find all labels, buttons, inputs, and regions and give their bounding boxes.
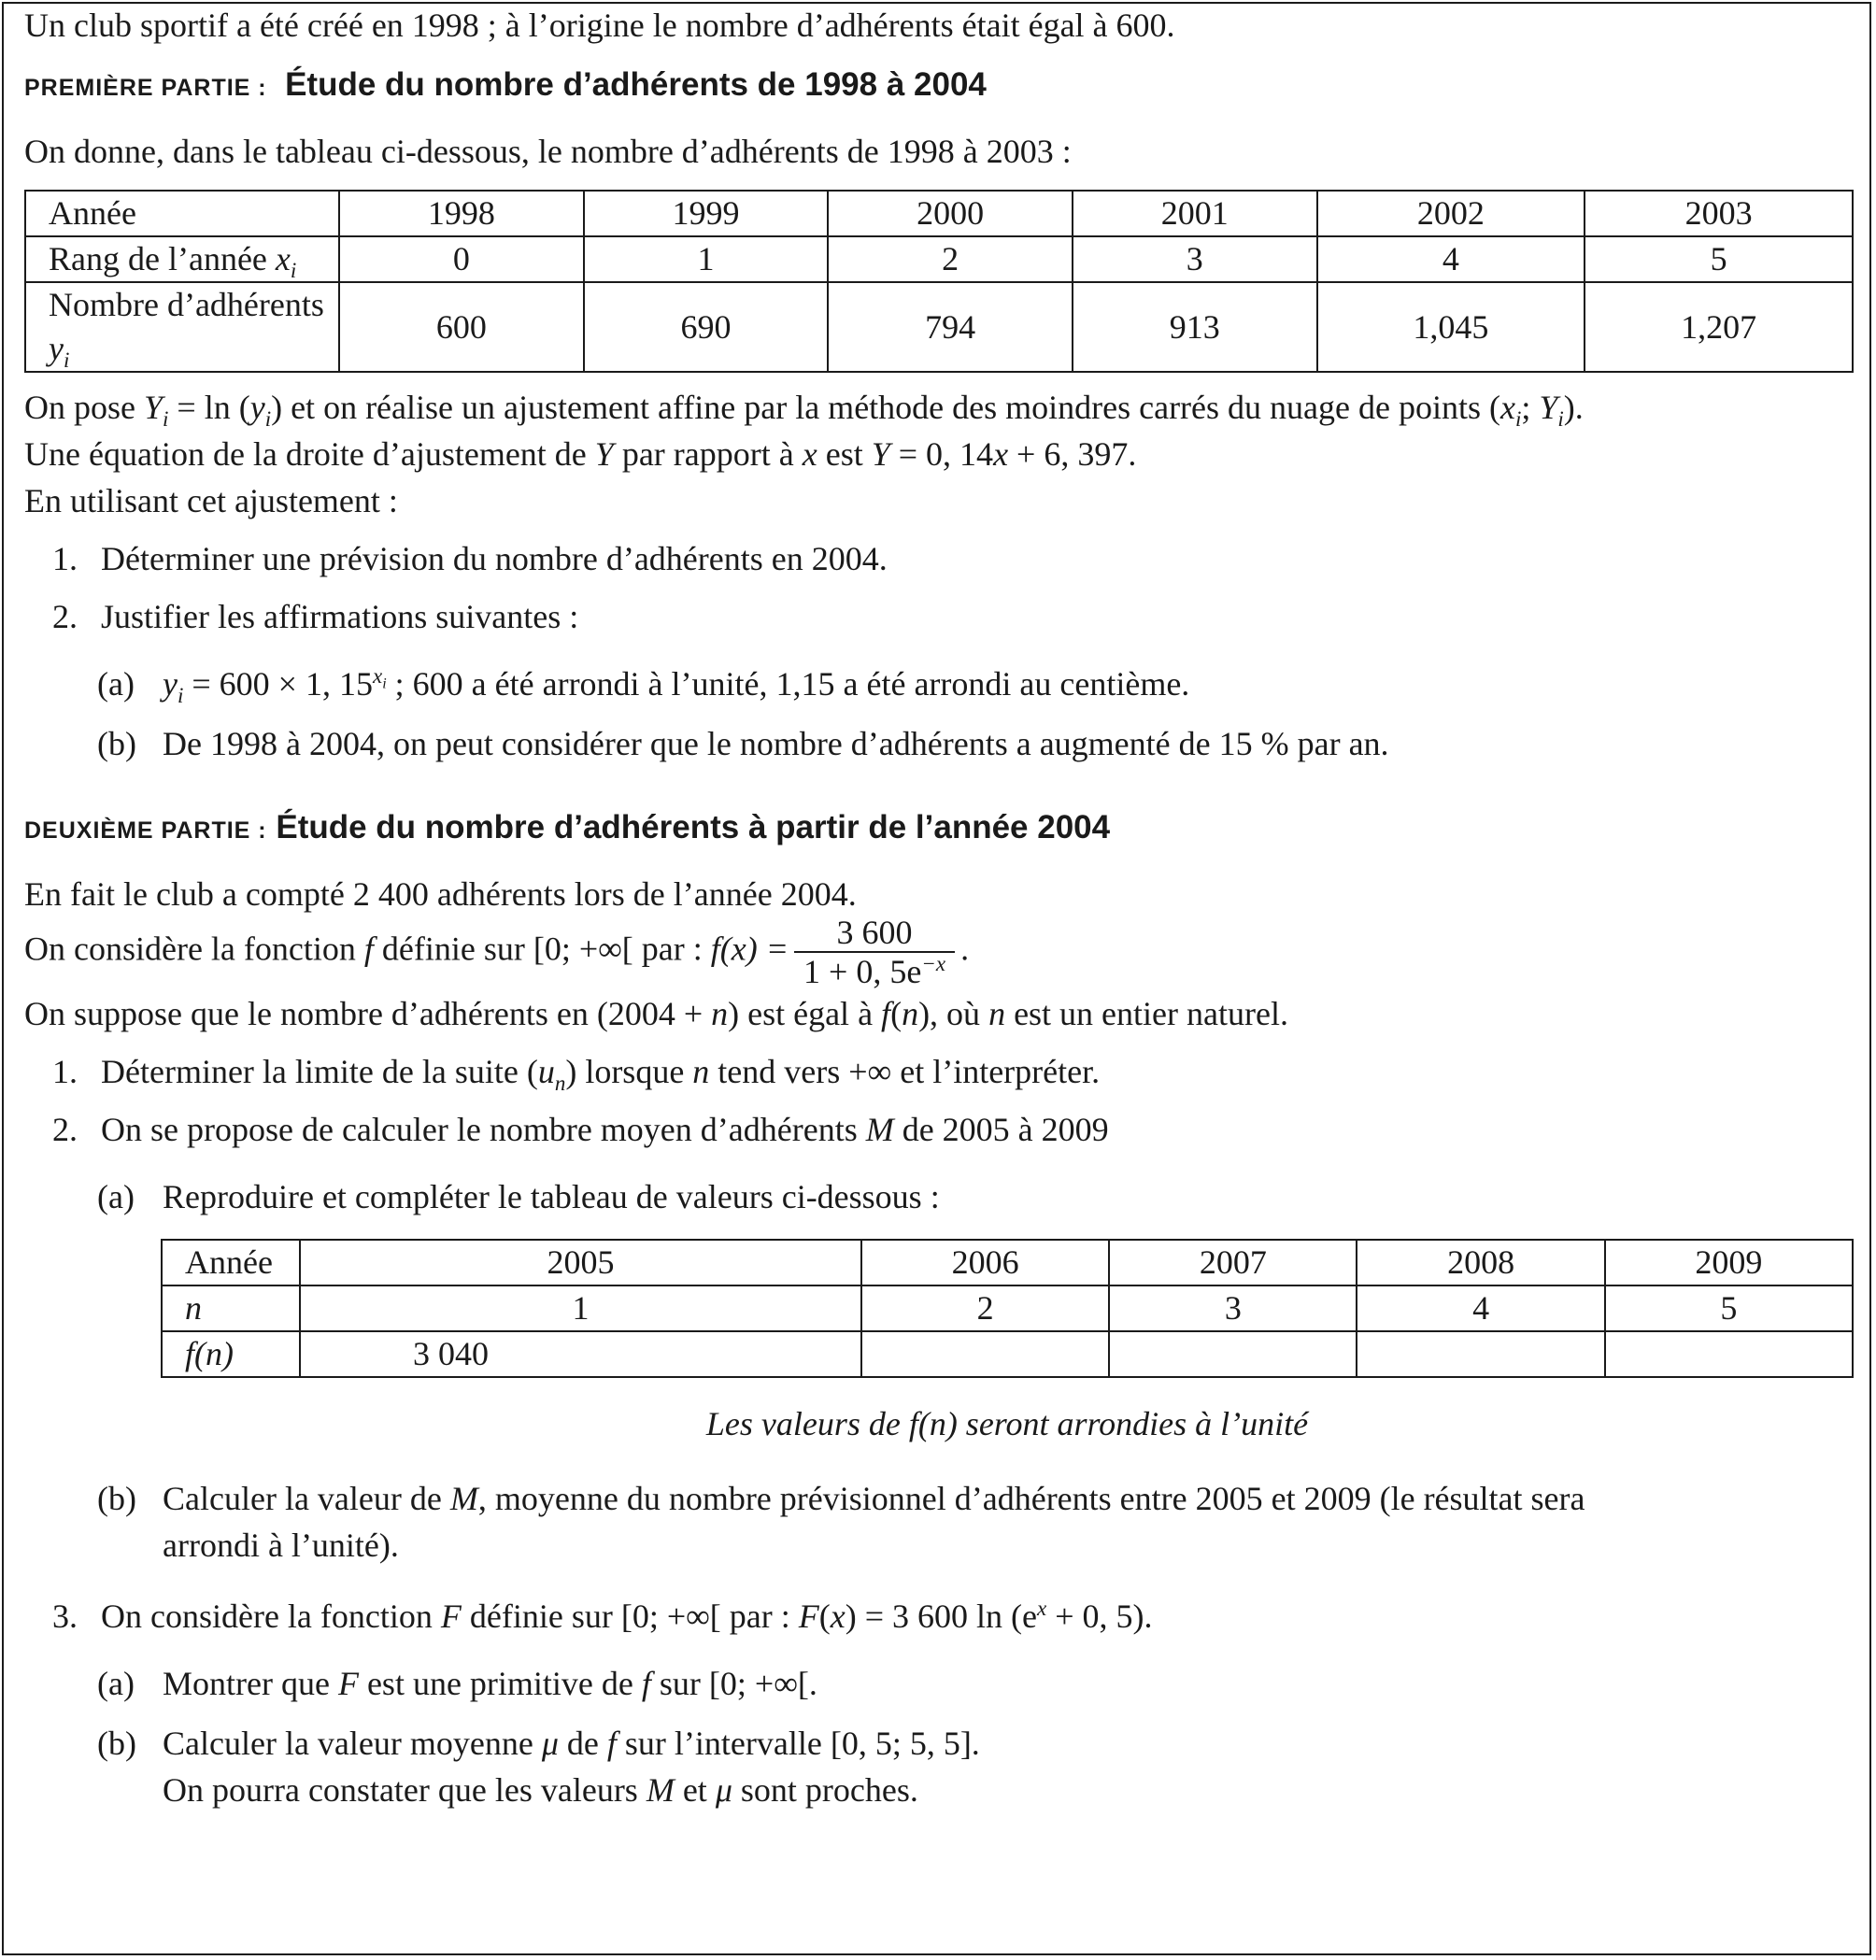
text: définie sur [0; +∞[ par :: [381, 930, 703, 968]
part2-line-1: En fait le club a compté 2 400 adhérents lors de l’année 2004.: [24, 875, 857, 913]
text: = ln (: [177, 389, 250, 426]
text: Calculer la valeur de: [163, 1480, 442, 1517]
part1-title: Étude du nombre d’adhérents de 1998 à 2004: [285, 66, 987, 103]
fraction-denominator: [794, 953, 955, 990]
table-cell: 1: [300, 1285, 861, 1331]
question-number: 3.: [52, 1598, 78, 1635]
part1-heading: [24, 62, 1854, 111]
part1-label: PREMIÈRE PARTIE :: [24, 75, 267, 101]
fraction: [794, 914, 955, 990]
row-label-year: Année: [25, 191, 339, 236]
table-cell: 4: [1357, 1285, 1604, 1331]
table-row: [25, 282, 1853, 372]
table-cell: 2006: [861, 1240, 1109, 1285]
subscript-i: i: [63, 348, 70, 373]
text: de 2005 à 2009: [902, 1111, 1109, 1148]
text: ) est égal à: [728, 995, 874, 1032]
row-label-fn: f(n): [162, 1331, 300, 1377]
row-label-year: Année: [162, 1240, 300, 1285]
table-caption: Les valeurs de f(n) seront arrondies à l’unité: [705, 1405, 1309, 1442]
text: est: [825, 435, 863, 473]
exercise-content: [24, 2, 1854, 1826]
text: Montrer que: [163, 1665, 330, 1702]
text: , moyenne du nombre prévisionnel d’adhérents entre 2005 et 2009 (le résultat sera: [477, 1480, 1585, 1517]
text: Une équation de la droite d’ajustement de: [24, 435, 587, 473]
text: ) et on réalise un ajustement affine par la méthode des moindres carrés du nuage de points (: [271, 389, 1500, 426]
table-cell: 2005: [300, 1240, 861, 1285]
table-cell: 2008: [1357, 1240, 1604, 1285]
table-cell: 2: [861, 1285, 1109, 1331]
question-text: Reproduire et compléter le tableau de valeurs ci-dessous :: [163, 1178, 940, 1215]
part2-title: Étude du nombre d’adhérents à partir de l’année 2004: [276, 809, 1111, 845]
part2-question-2b: (b) Calculer la valeur de M, moyenne du nombre prévisionnel d’adhérents entre 2005 et 2009 (le résultat sera arrondi à l’unité).: [24, 1475, 1854, 1569]
var-x: x: [275, 240, 291, 277]
text: ).: [1563, 389, 1584, 426]
row-label-rank: [25, 236, 339, 282]
part2-heading: [24, 804, 1854, 854]
text: On pose: [24, 389, 135, 426]
table-cell: [1357, 1331, 1604, 1377]
table-cell: 1,045: [1317, 282, 1585, 372]
text: Calculer la valeur moyenne: [163, 1725, 533, 1762]
text: tend vers +∞ et l’interpréter.: [718, 1053, 1101, 1090]
text: sur [0; +∞[.: [659, 1665, 817, 1702]
text: par rapport à: [621, 435, 794, 473]
text: = 3 600 ln (e: [864, 1598, 1038, 1635]
part2-label: DEUXIÈME PARTIE :: [24, 817, 267, 844]
text: On considère la fonction: [24, 930, 356, 968]
table-cell: 2003: [1585, 191, 1853, 236]
fn-values-table: [161, 1239, 1854, 1378]
text: (x) =: [719, 930, 789, 968]
table-cell: 794: [828, 282, 1073, 372]
table-cell: 5: [1585, 236, 1853, 282]
table-cell: 600: [339, 282, 584, 372]
text: est un entier naturel.: [1014, 995, 1288, 1032]
sub-label: (b): [97, 1725, 136, 1762]
sub-label: (a): [97, 665, 135, 703]
table-row: [25, 191, 1853, 236]
text: arrondi à l’unité).: [163, 1527, 399, 1564]
table-row: [162, 1331, 1853, 1377]
table-cell: 690: [584, 282, 829, 372]
table-cell: 2001: [1073, 191, 1317, 236]
part1-given: On donne, dans le tableau ci-dessous, le nombre d’adhérents de 1998 à 2003 :: [24, 133, 1072, 170]
ajustement-line-3: En utilisant cet ajustement :: [24, 482, 398, 519]
table-row: [25, 236, 1853, 282]
intro-text: Un club sportif a été créé en 1998 ; à l’origine le nombre d’adhérents était égal à 600.: [24, 7, 1175, 44]
sub-label: (b): [97, 725, 136, 762]
members-label-text: Nombre d’adhérents: [49, 286, 324, 323]
text: + 0, 5).: [1055, 1598, 1153, 1635]
text: On considère la fonction: [101, 1598, 433, 1635]
var-y: y: [49, 330, 64, 367]
table-cell: 0: [339, 236, 584, 282]
part2-question-1: 1. Déterminer la limite de la suite $(u_n)$ lorsque n tend vers +∞ et l’interpréter.: [24, 1048, 1854, 1095]
table-cell: [861, 1331, 1109, 1377]
table-cell: [1109, 1331, 1357, 1377]
part2-question-2: 2. On se propose de calculer le nombre moyen d’adhérents M de 2005 à 2009: [24, 1106, 1854, 1153]
sub-label: (a): [97, 1665, 135, 1702]
table-cell: 3: [1073, 236, 1317, 282]
table-cell: 4: [1317, 236, 1585, 282]
question-number: 1.: [52, 1053, 78, 1090]
table-cell: 2002: [1317, 191, 1585, 236]
equation: = 600 × 1, 15: [192, 665, 373, 703]
question-number: 2.: [52, 598, 78, 635]
text: est une primitive de: [366, 1665, 633, 1702]
table-cell: 1998: [339, 191, 584, 236]
text: ) lorsque: [565, 1053, 685, 1090]
question-text: ; 600 a été arrondi à l’unité, 1,15 a été arrondi au centième.: [394, 665, 1190, 703]
text: ), où: [918, 995, 981, 1032]
members-table: [24, 190, 1854, 373]
part2-question-3a: (a) Montrer que F est une primitive de f sur [0; +∞[.: [24, 1660, 1854, 1707]
ajustement-line-2: Une équation de la droite d’ajustement de Y par rapport à x est Y = 0, 14x + 6, 397.: [24, 435, 1137, 473]
text: définie sur [0; +∞[ par :: [469, 1598, 790, 1635]
text: On suppose que le nombre d’adhérents en (2004 +: [24, 995, 704, 1032]
table-cell: 2007: [1109, 1240, 1357, 1285]
subscript-i: i: [290, 259, 297, 283]
table-cell: 1,207: [1585, 282, 1853, 372]
text: de: [566, 1725, 599, 1762]
table-cell: 3 040: [300, 1331, 861, 1377]
table-row: [162, 1240, 1853, 1285]
row-label-members: [25, 282, 339, 372]
table-cell: 1: [584, 236, 829, 282]
question-number: 1.: [52, 540, 78, 577]
table-row: [162, 1285, 1853, 1331]
table-cell: 2000: [828, 191, 1073, 236]
question-text: De 1998 à 2004, on peut considérer que le nombre d’adhérents a augmenté de 15 % par an.: [163, 725, 1389, 762]
table-cell: 2009: [1605, 1240, 1853, 1285]
text: sur l’intervalle [0, 5; 5, 5].: [624, 1725, 980, 1762]
question-text: Déterminer une prévision du nombre d’adhérents en 2004.: [101, 540, 888, 577]
part1-question-2b: [24, 720, 1854, 767]
part2-question-2a: [24, 1173, 1854, 1220]
table-cell: 3: [1109, 1285, 1357, 1331]
rank-label-text: Rang de l’année: [49, 240, 267, 277]
part2-function-def: On considère la fonction f définie sur [0; +∞[ par : f(x) = $\frac{3 600}{1 + 0, 5e^{-x}}$ .: [24, 914, 970, 990]
text: + 6, 397.: [1016, 435, 1137, 473]
question-text: Justifier les affirmations suivantes :: [101, 598, 579, 635]
text: = 0, 14: [898, 435, 994, 473]
part2-line-3: On suppose que le nombre d’adhérents en (2004 + n) est égal à f(n), où n est un entier naturel.: [24, 995, 1288, 1032]
sub-label: (a): [97, 1178, 135, 1215]
text: 1 + 0, 5e: [803, 953, 922, 990]
part1-question-2a: (a) $y_i = 600 \times 1$, 15$^{x_i}$ ; 600 a été arrondi à l’unité, 1,15 a été arrondi au centième.: [24, 660, 1854, 707]
table-cell: 5: [1605, 1285, 1853, 1331]
question-number: 2.: [52, 1111, 78, 1148]
part2-question-3: 3. On considère la fonction F définie sur [0; +∞[ par : F(x) = 3 600 $\ln (e^x + 0$, 5).: [24, 1593, 1854, 1640]
fraction-numerator: 3 600: [794, 914, 955, 953]
ajustement-line-1: On pose $Y_i = \ln (y_i)$ et on réalise un ajustement affine par la méthode des moindres carrés du nuage de points ($x_i$; $Y_i$).: [24, 389, 1584, 432]
table-cell: 913: [1073, 282, 1317, 372]
text: sont proches.: [740, 1771, 918, 1809]
exponent: −x: [921, 952, 946, 975]
table-cell: [1605, 1331, 1853, 1377]
part1-question-1: [24, 535, 1854, 582]
text: On se propose de calculer le nombre moyen d’adhérents: [101, 1111, 858, 1148]
table-cell: 1999: [584, 191, 829, 236]
text: et: [682, 1771, 707, 1809]
table-cell: 2: [828, 236, 1073, 282]
row-label-n: n: [162, 1285, 300, 1331]
part2-question-3b: (b) Calculer la valeur moyenne μ de f sur l’intervalle [0, 5; 5, 5]. On pourra constater que les valeurs M et μ sont proches.: [24, 1720, 1854, 1813]
text: On pourra constater que les valeurs: [163, 1771, 638, 1809]
part1-question-2: [24, 593, 1854, 640]
sub-label: (b): [97, 1480, 136, 1517]
text: Déterminer la limite de la suite (: [101, 1053, 538, 1090]
